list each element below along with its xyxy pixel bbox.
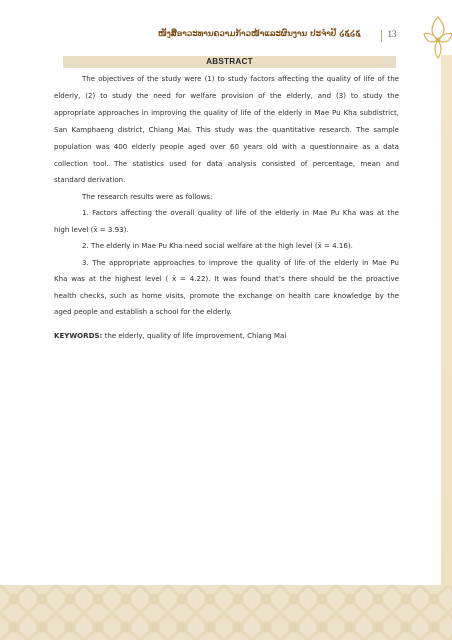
abstract-line: collection tool. The statistics used for data analysis consisted of percentage, mean and	[54, 159, 399, 168]
keywords-line	[54, 330, 399, 341]
abstract-line: 3. The appropriate approaches to improve the quality of life of the elderly in Mae Pu	[82, 258, 399, 267]
abstract-line: high level (x̄ = 3.93).	[54, 225, 129, 234]
page-side-band	[441, 55, 452, 585]
keywords-label: KEYWORDS:	[54, 331, 103, 340]
page-number: 13	[387, 29, 397, 39]
abstract-line: Kha was at the highest level ( x̄ = 4.22). It was found that’s there should be the proactive	[54, 274, 399, 283]
header-divider	[381, 30, 382, 42]
header-title: ໜັງສືອາວະທານຄວາມກ້າວໜ້າແລະຜົນງານ ປະຈຳປີ ໒໕໒໕	[158, 28, 361, 38]
abstract-line: standard derivation.	[54, 175, 126, 184]
keywords-text: the elderly, quality of life improvement, Chiang Mai	[102, 331, 287, 340]
abstract-line: The objectives of the study were (1) to study factors affecting the quality of life of the	[82, 74, 399, 83]
abstract-line: 2. The elderly in Mae Pu Kha need social welfare at the high level (x̄ = 4.16).	[82, 241, 353, 250]
abstract-line: elderly, (2) to study the need for welfare provision of the elderly, and (3) to study the	[54, 91, 399, 100]
decorative-footer-pattern	[0, 585, 452, 640]
abstract-heading: ABSTRACT	[206, 57, 253, 66]
abstract-line: The research results were as follows:	[82, 192, 213, 201]
abstract-line: aged people and establish a school for the elderly.	[54, 307, 232, 316]
abstract-line: health checks, such as home visits, promote the exchange on health care knowledge by the	[54, 291, 399, 300]
abstract-line: appropriate approaches in improving the quality of life of the elderly in Mae Pu Kha subdistrict,	[54, 108, 399, 117]
abstract-line: 1. Factors affecting the overall quality of life of the elderly in Mae Pu Kha was at the	[82, 208, 399, 217]
abstract-line: San Kamphaeng district, Chiang Mai. This study was the quantitative research. The sample	[54, 125, 399, 134]
abstract-line: population was 400 elderly people aged over 60 years old with a questionnaire as a data	[54, 142, 399, 151]
